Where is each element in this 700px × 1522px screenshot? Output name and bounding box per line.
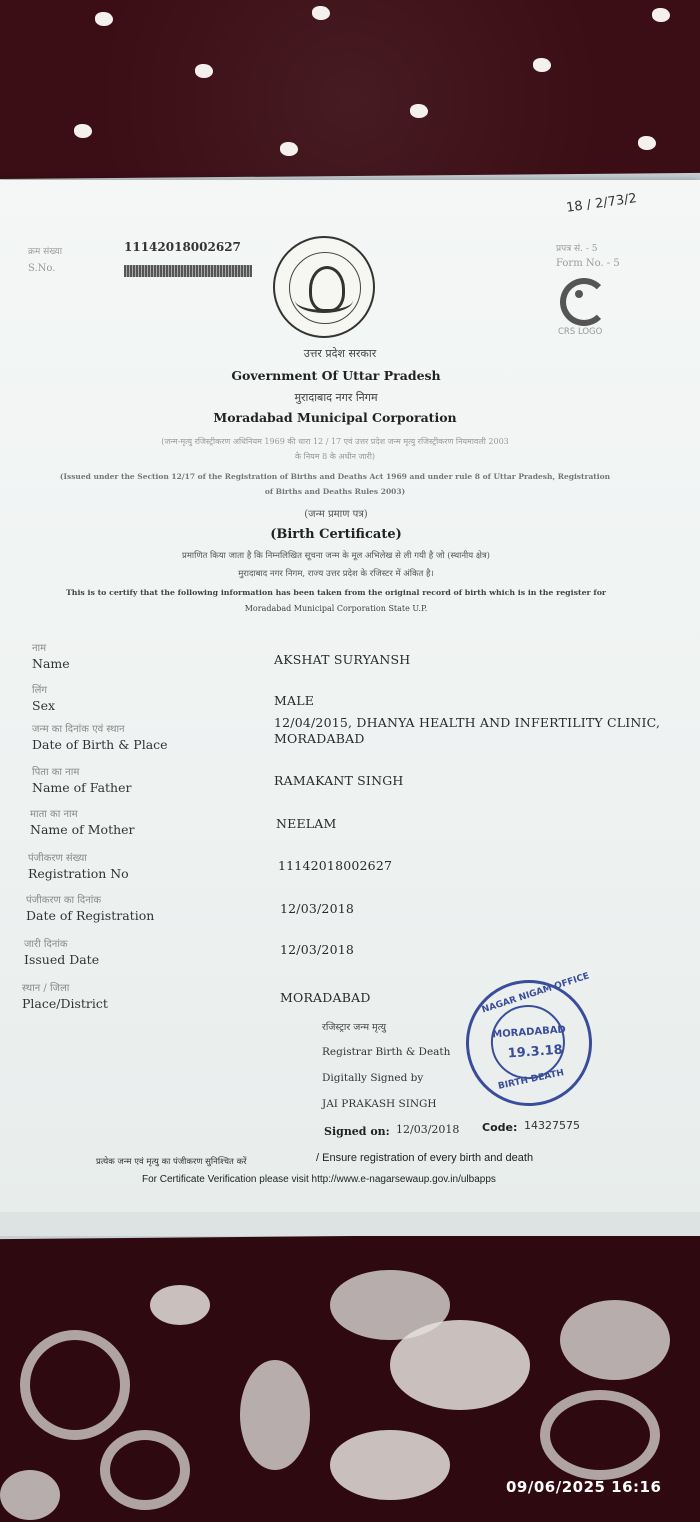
- field-label-en: Sex: [32, 698, 56, 713]
- photo-timestamp: 09/06/2025 16:16: [506, 1478, 662, 1496]
- field-value-line-2: MORADABAD: [274, 731, 365, 746]
- field-label-hi: स्थान / जिला: [22, 983, 70, 994]
- field-label-en: Date of Registration: [26, 908, 155, 923]
- crs-logo-dot: [575, 290, 583, 298]
- field-label-hi: जारी दिनांक: [24, 939, 68, 950]
- fabric-dot: [280, 142, 298, 156]
- serial-label-en: S.No.: [28, 263, 56, 274]
- handwritten-note: 18 / 2/73/2: [565, 191, 638, 216]
- fabric-pattern: [540, 1390, 660, 1480]
- form-label-en: Form No. - 5: [556, 258, 620, 269]
- field-label-hi: पंजीकरण संख्या: [28, 853, 87, 864]
- field-value: 12/03/2018: [280, 901, 355, 916]
- ensure-text-en: / Ensure registration of every birth and death: [316, 1152, 534, 1164]
- act-text-hi-2: के नियम 8 के अधीन जारी): [294, 452, 376, 461]
- fabric-dot: [533, 58, 551, 72]
- corp-title-en: Moradabad Municipal Corporation: [213, 410, 457, 425]
- field-label-hi: जन्म का दिनांक एवं स्थान: [32, 724, 125, 735]
- state-title-en: Government Of Uttar Pradesh: [231, 368, 441, 383]
- fabric-pattern: [390, 1320, 530, 1410]
- field-label-en: Name: [32, 656, 70, 671]
- certify-text-en-2: Moradabad Municipal Corporation State U.P.: [244, 604, 428, 613]
- field-label-en: Name of Father: [32, 780, 132, 795]
- field-label-hi: लिंग: [32, 685, 47, 696]
- fabric-dot: [195, 64, 213, 78]
- fabric-dot: [95, 12, 113, 26]
- field-value: AKSHAT SURYANSH: [274, 652, 411, 667]
- signed-on-label: Signed on:: [324, 1125, 390, 1138]
- stamp-date: 19.3.18: [507, 1042, 564, 1062]
- field-label-en: Place/District: [22, 996, 108, 1011]
- field-value: 11142018002627: [278, 858, 393, 873]
- field-label-hi: नाम: [32, 643, 47, 654]
- crs-logo-icon: [560, 278, 608, 326]
- stamp-bottom-text: BIRTH DEATH: [497, 1068, 565, 1092]
- digitally-signed-label: Digitally Signed by: [322, 1072, 424, 1084]
- certificate-title-hi: (जन्म प्रमाण पत्र): [304, 509, 368, 520]
- field-value: 12/04/2015, DHANYA HEALTH AND INFERTILITY CLINIC,: [274, 715, 661, 730]
- fabric-pattern: [20, 1330, 130, 1440]
- fabric-pattern: [560, 1300, 670, 1380]
- corp-title-hi: मुरादाबाद नगर निगम: [294, 391, 378, 404]
- field-label-en: Date of Birth & Place: [32, 737, 168, 752]
- registrar-name: JAI PRAKASH SINGH: [322, 1098, 437, 1110]
- fabric-dot: [652, 8, 670, 22]
- fabric-dot: [74, 124, 92, 138]
- uttar-pradesh-emblem-icon: [273, 236, 375, 338]
- fabric-dot: [638, 136, 656, 150]
- act-text-en-1: (Issued under the Section 12/17 of the Registration of Births and Deaths Act 1969 and under rule 8 of Uttar Pradesh, Registration: [59, 472, 611, 481]
- field-value: MALE: [274, 693, 315, 708]
- fabric-pattern: [0, 1470, 60, 1520]
- act-text-en-2: of Births and Deaths Rules 2003): [264, 487, 406, 496]
- sheet-protector-edge: [0, 1212, 700, 1236]
- field-label-hi: पंजीकरण का दिनांक: [26, 895, 102, 906]
- fabric-background-top: [0, 0, 700, 200]
- field-value: 12/03/2018: [280, 942, 355, 957]
- field-label-en: Registration No: [28, 866, 129, 881]
- fabric-pattern: [150, 1285, 210, 1325]
- fabric-pattern: [240, 1360, 310, 1470]
- field-value: RAMAKANT SINGH: [274, 773, 404, 788]
- serial-label-hi: क्रम संख्या: [28, 247, 63, 257]
- stamp-middle-text: MORADABAD: [491, 1024, 567, 1041]
- fabric-pattern: [100, 1430, 190, 1510]
- field-value: MORADABAD: [280, 990, 371, 1005]
- field-label-hi: पिता का नाम: [32, 767, 80, 778]
- serial-value: 11142018002627: [124, 240, 241, 254]
- code-label: Code:: [482, 1121, 518, 1134]
- field-label-hi: माता का नाम: [30, 809, 78, 820]
- certify-text-en-1: This is to certify that the following information has been taken from the original record of birth which is in the register for: [65, 588, 607, 597]
- certificate-title-en: (Birth Certificate): [270, 527, 402, 542]
- registrar-title-en: Registrar Birth & Death: [322, 1046, 451, 1058]
- crs-logo-label: CRS LOGO: [558, 327, 603, 337]
- ensure-text-hi: प्रत्येक जन्म एवं मृत्यु का पंजीकरण सुनिश्चित करें: [96, 1157, 247, 1167]
- signed-on-value: 12/03/2018: [396, 1123, 460, 1136]
- field-label-en: Name of Mother: [30, 822, 135, 837]
- form-label-hi: प्रपत्र सं. - 5: [556, 244, 598, 254]
- verification-text: For Certificate Verification please visit http://www.e-nagarsewaup.gov.in/ulbapps: [142, 1174, 496, 1185]
- certify-text-hi-2: मुरादाबाद नगर निगम, राज्य उत्तर प्रदेश के रजिस्टर में अंकित है।: [238, 569, 434, 579]
- certify-text-hi-1: प्रमाणित किया जाता है कि निम्नलिखित सूचना जन्म के मूल अभिलेख से ली गयी है जो (स्थानीय क्षेत्र): [182, 551, 490, 561]
- code-value: 14327575: [524, 1119, 580, 1132]
- field-label-en: Issued Date: [24, 952, 100, 967]
- registrar-title-hi: रजिस्ट्रार जन्म मृत्यु: [322, 1022, 386, 1033]
- stamp-top-text: NAGAR NIGAM OFFICE: [480, 971, 591, 1016]
- field-value: NEELAM: [276, 816, 337, 831]
- fabric-dot: [312, 6, 330, 20]
- barcode: [124, 265, 252, 277]
- fabric-dot: [410, 104, 428, 118]
- state-title-hi: उत्तर प्रदेश सरकार: [303, 347, 377, 360]
- act-text-hi-1: (जन्म-मृत्यु रजिस्ट्रीकरण अधिनियम 1969 की धारा 12 / 17 एवं उत्तर प्रदेश जन्म मृत्यु रजिस्ट्रीकरण नियमावली 2003: [161, 437, 509, 446]
- fabric-pattern: [330, 1430, 450, 1500]
